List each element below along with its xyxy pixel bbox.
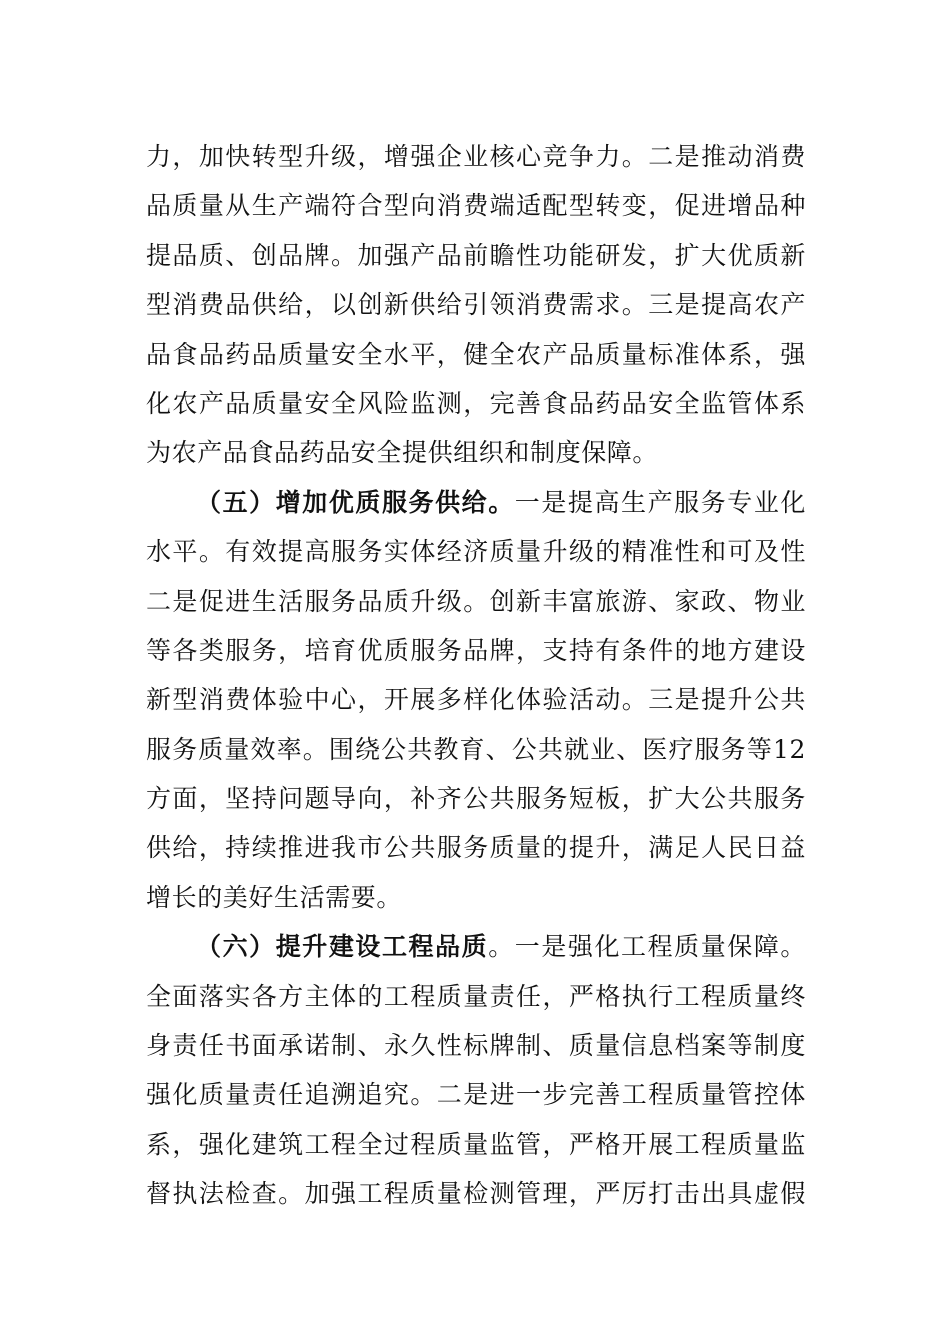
section-heading-5: （五）增加优质服务供给。	[196, 487, 515, 517]
text-line: 水平。有效提高服务实体经济质量升级的精准性和可及性	[146, 537, 806, 567]
text-run: 一是提高生产服务专业化	[514, 487, 806, 517]
text-line: 全面落实各方主体的工程质量责任，严格执行工程质量终	[146, 981, 806, 1011]
paragraph-1	[146, 132, 806, 478]
document-body	[146, 132, 806, 1219]
text-line: 品质量从生产端符合型向消费端适配型转变，促进增品种	[146, 191, 806, 221]
text-line: 供给，持续推进我市公共服务质量的提升，满足人民日益	[146, 833, 806, 863]
text-run: 。一是强化工程质量保障。	[488, 932, 806, 962]
paragraph-2	[146, 478, 806, 923]
paragraph-3	[146, 922, 806, 1218]
text-line: 强化质量责任追溯追究。二是进一步完善工程质量管控体	[146, 1080, 806, 1110]
section-heading-6: （六）提升建设工程品质	[196, 932, 489, 962]
text-line: 提品质、创品牌。加强产品前瞻性功能研发，扩大优质新	[146, 240, 806, 270]
text-line: 身责任书面承诺制、永久性标牌制、质量信息档案等制度	[146, 1031, 806, 1061]
paragraph-first-line	[146, 478, 806, 527]
text-line: 服务质量效率。围绕公共教育、公共就业、医疗服务等12	[146, 734, 806, 764]
text-line: 增长的美好生活需要。	[146, 882, 403, 912]
text-line: 力，加快转型升级，增强企业核心竞争力。二是推动消费	[146, 142, 806, 171]
text-line: 系，强化建筑工程全过程质量监管，严格开展工程质量监	[146, 1129, 806, 1159]
text-line: 方面，坚持问题导向，补齐公共服务短板，扩大公共服务	[146, 784, 806, 814]
text-line: 品食品药品质量安全水平，健全农产品质量标准体系，强	[146, 339, 806, 369]
text-line: 型消费品供给，以创新供给引领消费需求。三是提高农产	[146, 290, 806, 320]
text-line: 为农产品食品药品安全提供组织和制度保障。	[146, 438, 659, 468]
text-line: 二是促进生活服务品质升级。创新丰富旅游、家政、物业	[146, 586, 806, 616]
text-line: 督执法检查。加强工程质量检测管理，严厉打击出具虚假	[146, 1179, 806, 1209]
text-line: 化农产品质量安全风险监测，完善食品药品安全监管体系	[146, 388, 806, 418]
text-line: 新型消费体验中心，开展多样化体验活动。三是提升公共	[146, 685, 806, 715]
text-line: 等各类服务，培育优质服务品牌，支持有条件的地方建设	[146, 635, 806, 665]
paragraph-first-line	[146, 922, 806, 971]
